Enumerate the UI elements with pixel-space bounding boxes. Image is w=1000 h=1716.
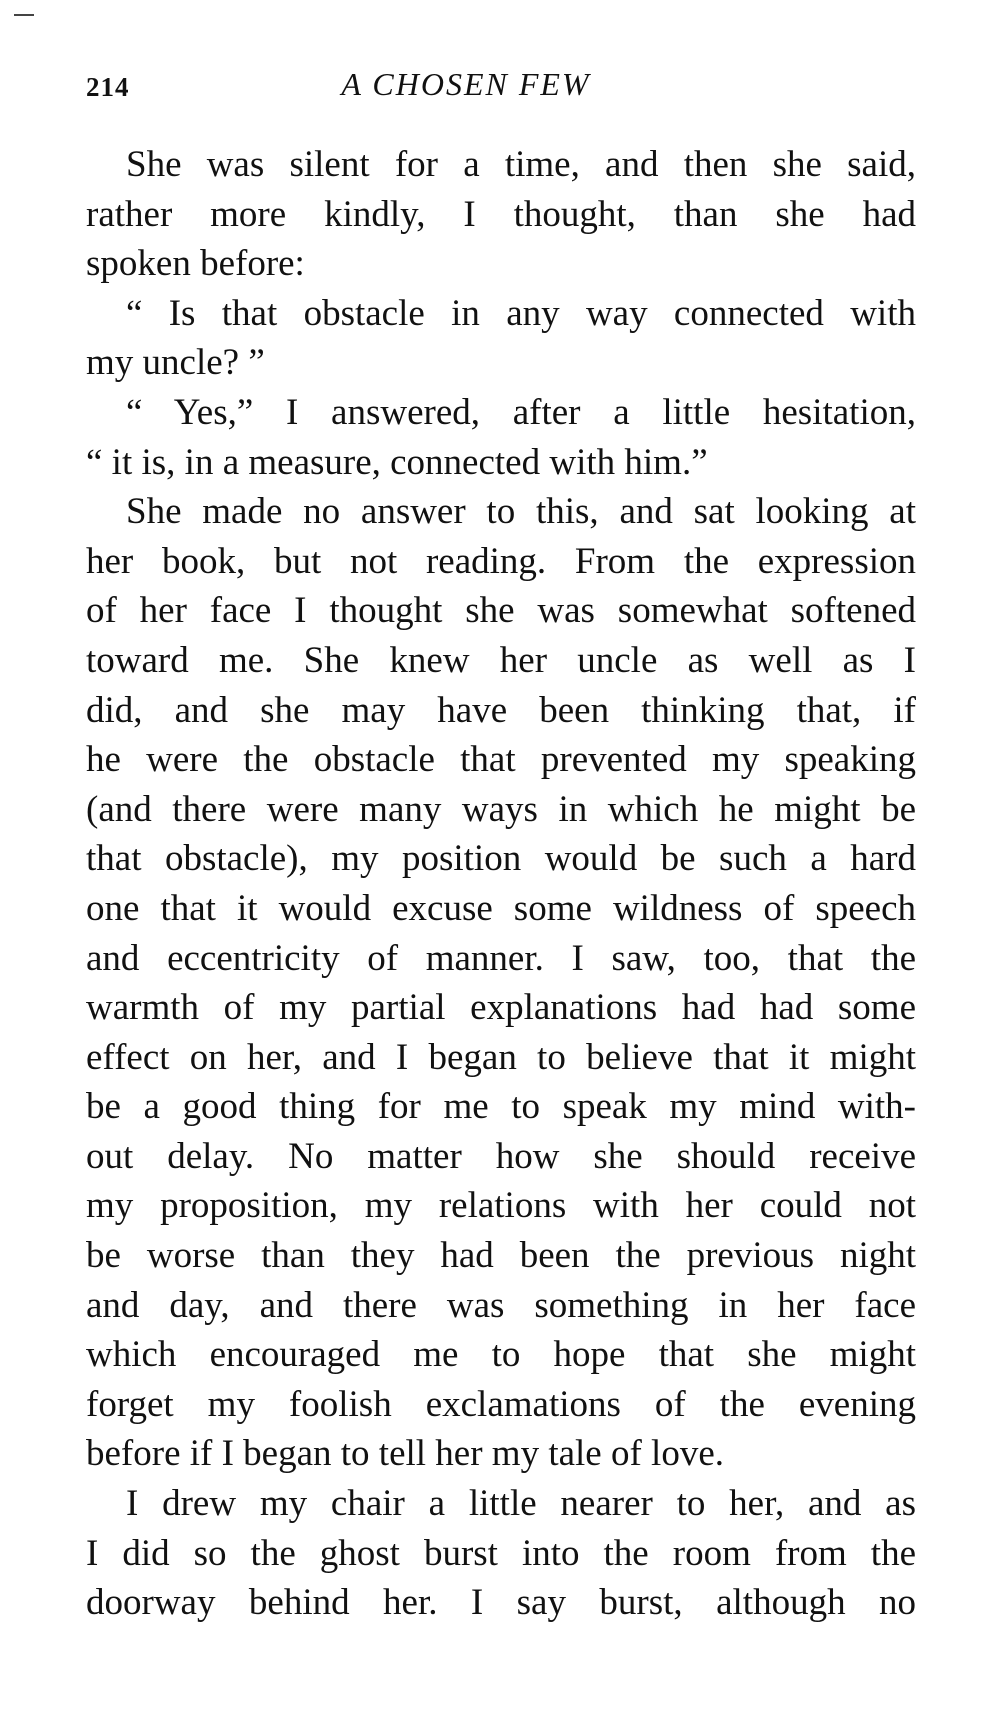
- text-line: he were the obstacle that prevented my speaking: [86, 739, 916, 781]
- text-line: be a good thing for me to speak my mind with-: [86, 1086, 916, 1128]
- text-line: (and there were many ways in which he might be: [86, 788, 916, 830]
- text-line: my proposition, my relations with her could not: [86, 1185, 916, 1227]
- text-line: which encouraged me to hope that she might: [86, 1334, 916, 1376]
- scan-mark: [14, 14, 34, 16]
- text-line: doorway behind her. I say burst, although no: [86, 1582, 916, 1624]
- text-line: She was silent for a time, and then she said,: [126, 144, 916, 185]
- text-line: be worse than they had been the previous night: [86, 1235, 916, 1277]
- text-line: spoken before:: [86, 243, 305, 285]
- text-line: before if I began to tell her my tale of love.: [86, 1433, 724, 1475]
- text-line: She made no answer to this, and sat looking at: [126, 491, 916, 533]
- body-text: [86, 140, 916, 1628]
- text-line: “ Yes,” I answered, after a little hesitation,: [126, 391, 916, 433]
- page-number: 214: [86, 72, 130, 102]
- text-line: did, and she may have been thinking that, if: [86, 689, 916, 731]
- text-line: I drew my chair a little nearer to her, and as: [126, 1483, 916, 1525]
- text-line: I did so the ghost burst into the room from the: [86, 1532, 916, 1574]
- text-line: that obstacle), my position would be such a hard: [86, 838, 916, 880]
- text-line: effect on her, and I began to believe that it might: [86, 1036, 916, 1078]
- running-head: [86, 66, 916, 106]
- text-line: “ Is that obstacle in any way connected with: [126, 292, 916, 334]
- text-line: “ it is, in a measure, connected with him.”: [86, 441, 708, 483]
- text-line: out delay. No matter how she should receive: [86, 1135, 916, 1177]
- text-line: forget my foolish exclamations of the evening: [86, 1383, 916, 1425]
- text-line: my uncle? ”: [86, 342, 265, 384]
- text-line: rather more kindly, I thought, than she had: [86, 193, 916, 235]
- text-line: and day, and there was something in her face: [86, 1284, 916, 1326]
- text-line: warmth of my partial explanations had had some: [86, 987, 916, 1029]
- text-line: her book, but not reading. From the expression: [86, 540, 916, 582]
- text-line: toward me. She knew her uncle as well as I: [86, 639, 916, 681]
- text-line: one that it would excuse some wildness of speech: [86, 887, 916, 929]
- text-line: of her face I thought she was somewhat softened: [86, 590, 916, 632]
- book-title: A CHOSEN FEW: [341, 66, 591, 102]
- text-line: and eccentricity of manner. I saw, too, that the: [86, 937, 916, 979]
